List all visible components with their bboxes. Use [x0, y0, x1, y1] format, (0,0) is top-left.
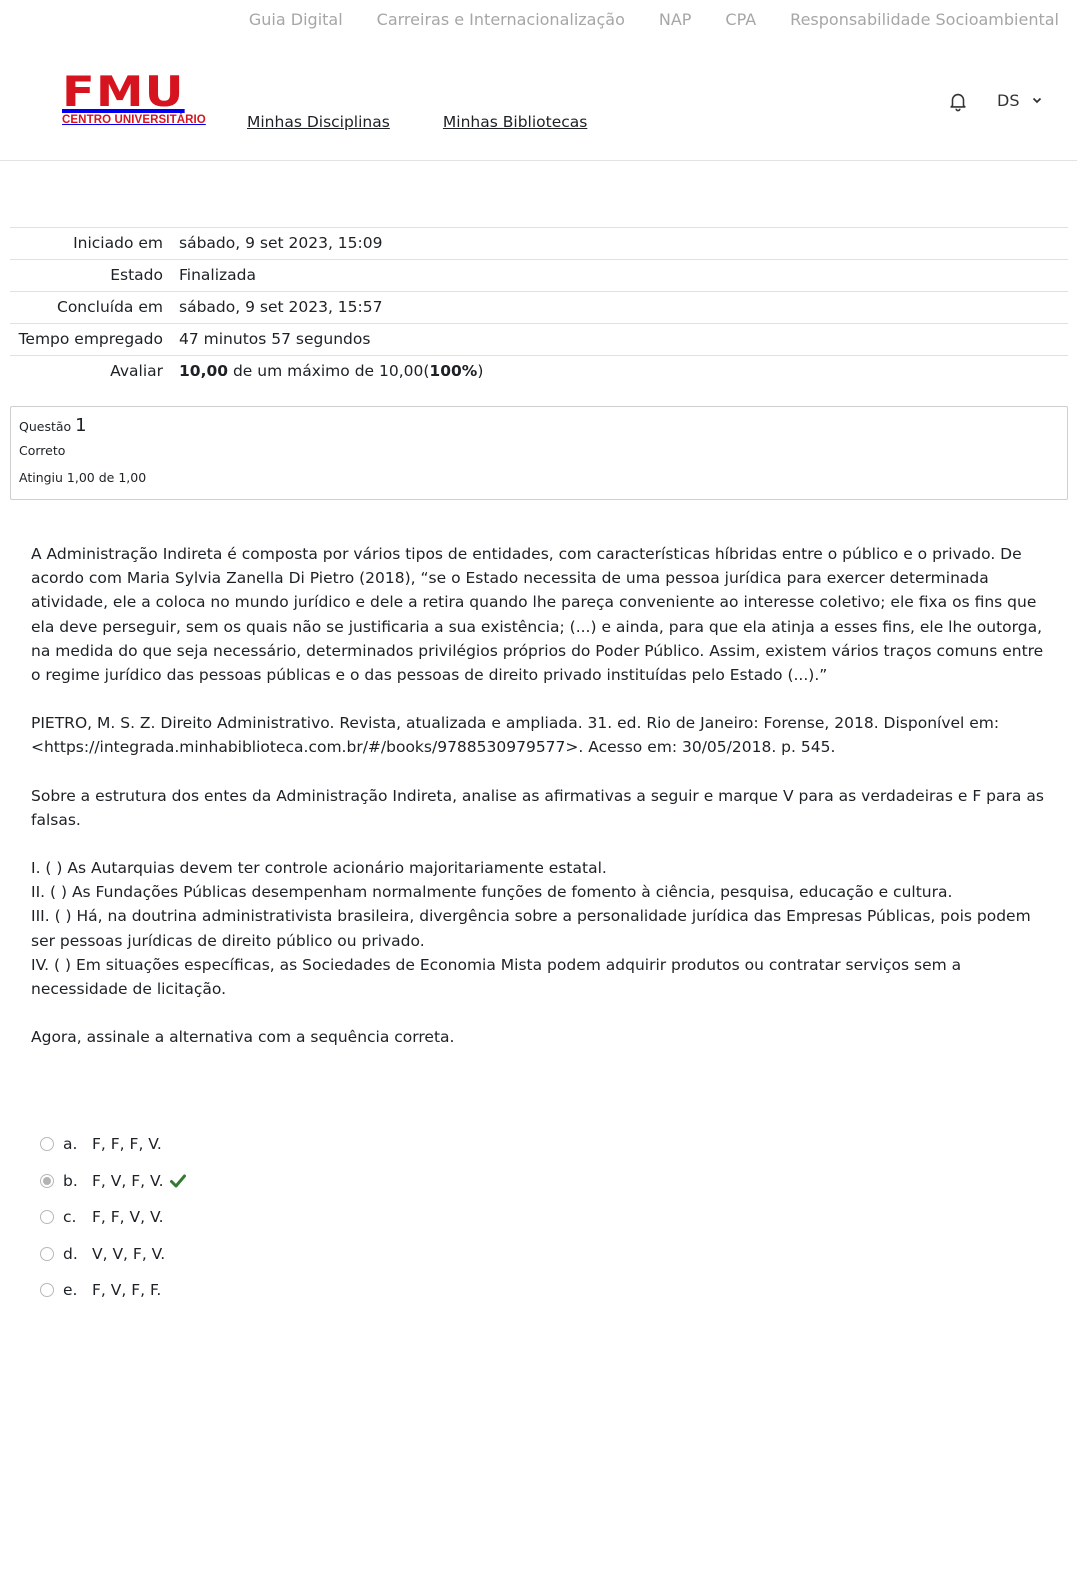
question-info	[10, 406, 1068, 500]
statement-item: II. ( ) As Fundações Públicas desempenham normalmente funções de fomento à ciência, pesquisa, educação e cultura.	[31, 883, 953, 902]
grade-mid: de um máximo de 10,00(	[228, 362, 430, 380]
summary-time-label: Tempo empregado	[18, 330, 163, 348]
summary-state-value: Finalizada	[179, 266, 257, 284]
answer-radio[interactable]	[40, 1137, 54, 1151]
answer-letter: b.	[63, 1171, 78, 1190]
summary-completed-label: Concluída em	[57, 298, 163, 316]
statement-item: III. ( ) Há, na doutrina administrativista brasileira, divergência sobre a personalidade jurídica das Empresas Públicas, pois podem ser pessoas jurídicas de direito público ou privado.	[31, 907, 1031, 950]
summary-row-time	[10, 324, 1068, 356]
answer-text: F, V, F, F.	[92, 1281, 162, 1300]
answer-letter: d.	[63, 1244, 78, 1263]
topnav-cpa[interactable]: CPA	[725, 10, 757, 29]
answer-text: F, F, V, V.	[92, 1208, 164, 1227]
answer-radio[interactable]	[40, 1210, 54, 1224]
topnav-nap[interactable]: NAP	[658, 10, 692, 29]
bell-icon[interactable]	[947, 90, 969, 112]
question-number-value: 1	[75, 415, 87, 436]
answer-letter: e.	[63, 1281, 78, 1300]
summary-row-grade	[10, 356, 1068, 388]
summary-started-value: sábado, 9 set 2023, 15:09	[179, 234, 383, 252]
topnav-guia-digital[interactable]: Guia Digital	[248, 10, 343, 29]
summary-grade-label: Avaliar	[110, 362, 163, 380]
nav-minhas-bibliotecas[interactable]: Minhas Bibliotecas	[442, 113, 588, 131]
top-utility-nav	[215, 10, 1059, 29]
answer-option-e[interactable]	[40, 1272, 186, 1309]
question-number	[19, 415, 1059, 436]
summary-started-label: Iniciado em	[73, 234, 163, 252]
statement-item: IV. ( ) Em situações específicas, as Sociedades de Economia Mista podem adquirir produtos ou contratar serviços sem a necessidade de licitação.	[31, 955, 962, 999]
site-header	[0, 50, 1077, 161]
statement-item: I. ( ) As Autarquias devem ter controle acionário majoritariamente estatal.	[31, 859, 607, 878]
answer-list	[40, 1126, 186, 1309]
summary-completed-value: sábado, 9 set 2023, 15:57	[179, 298, 383, 316]
attempt-summary-table	[10, 227, 1068, 387]
answer-option-a[interactable]	[40, 1126, 186, 1163]
answer-radio[interactable]	[40, 1283, 54, 1297]
fmu-logo[interactable]	[62, 67, 206, 126]
main-nav	[247, 112, 635, 131]
answer-letter: c.	[63, 1208, 77, 1227]
grade-score: 10,00	[179, 362, 229, 380]
question-grade: Atingiu 1,00 de 1,00	[19, 470, 147, 485]
summary-grade-value	[163, 356, 1068, 388]
question-instruction: Agora, assinale a alternativa com a sequência correta.	[31, 1028, 455, 1047]
question-text	[31, 542, 1051, 1073]
nav-minhas-disciplinas[interactable]: Minhas Disciplinas	[247, 113, 390, 131]
summary-state-label: Estado	[110, 266, 163, 284]
answer-option-d[interactable]	[40, 1236, 186, 1273]
question-prompt: Sobre a estrutura dos entes da Administração Indireta, analise as afirmativas a seguir e marque V para as verdadeiras e F para as falsas.	[31, 786, 1044, 829]
answer-text: V, V, F, V.	[92, 1244, 166, 1263]
answer-letter: a.	[63, 1135, 78, 1154]
summary-row-state	[10, 260, 1068, 292]
summary-time-value: 47 minutos 57 segundos	[179, 330, 371, 348]
question-state: Correto	[19, 443, 66, 458]
topnav-carreiras[interactable]: Carreiras e Internacionalização	[376, 10, 625, 29]
grade-percent: 100%	[429, 362, 478, 380]
question-label: Questão	[19, 419, 72, 434]
logo-mark: FMU	[62, 67, 185, 116]
question-citation: PIETRO, M. S. Z. Direito Administrativo. Revista, atualizada e ampliada. 31. ed. Rio de Janeiro: Forense, 2018. Disponível em: <https://integrada.minhabiblioteca.com.br/#/books/9788530979577>. Acesso em: 30/05/2018. p. 545.	[31, 714, 1000, 757]
answer-option-c[interactable]	[40, 1199, 186, 1236]
summary-row-started	[10, 228, 1068, 260]
summary-row-completed	[10, 292, 1068, 324]
answer-option-b[interactable]	[40, 1163, 186, 1200]
check-icon	[170, 1174, 186, 1188]
answer-radio[interactable]	[40, 1247, 54, 1261]
chevron-down-icon	[1031, 91, 1043, 110]
answer-text: F, F, F, V.	[92, 1135, 162, 1154]
topnav-responsabilidade[interactable]: Responsabilidade Socioambiental	[790, 10, 1059, 29]
answer-radio-selected[interactable]	[40, 1174, 54, 1188]
grade-end: )	[477, 362, 484, 380]
logo-subtitle: CENTRO UNIVERSITÁRIO	[62, 114, 206, 126]
statement-list	[31, 856, 1051, 1001]
user-initials: DS	[997, 91, 1020, 110]
answer-text: F, V, F, V.	[92, 1171, 164, 1190]
user-menu[interactable]	[997, 91, 1043, 110]
question-paragraph: A Administração Indireta é composta por vários tipos de entidades, com características híbridas entre o público e o privado. De acordo com Maria Sylvia Zanella Di Pietro (2018), “se o Estado necessita de uma pessoa jurídica para exercer determinada atividade, ele a coloca no mundo jurídico e dele a retira quando lhe pareça conveniente ao interesse coletivo; ele fixa os fins que ela deve perseguir, sem os quais não se justificaria a sua existência; (...) e ainda, para que ela atinja a esses fins, ele lhe outorga, na medida do que seja necessário, determinados privilégios próprios do Poder Público. Assim, existem vários traços comuns entre o regime jurídico das pessoas públicas e o das pessoas de direito privado instituídas pelo Estado (...).”	[31, 545, 1044, 685]
